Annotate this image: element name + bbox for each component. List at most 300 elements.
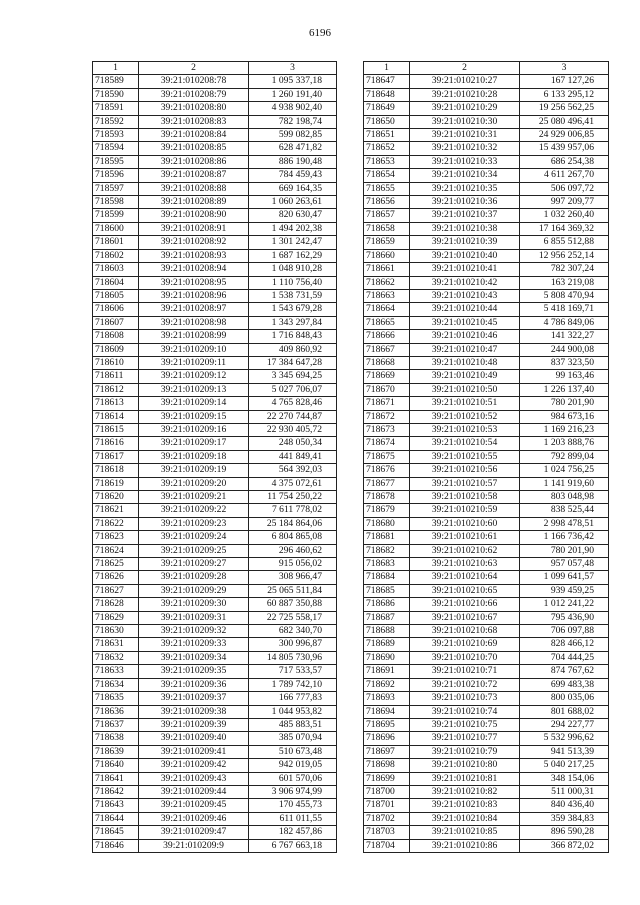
cadastral-number-cell: 39:21:010209:34 bbox=[139, 651, 249, 664]
record-number-cell: 718677 bbox=[364, 477, 410, 490]
table-row bbox=[364, 504, 609, 517]
table-row bbox=[93, 410, 337, 423]
table-row bbox=[364, 625, 609, 638]
table-row bbox=[93, 705, 337, 718]
record-number-cell: 718681 bbox=[364, 531, 410, 544]
cadastral-value-cell: 5 027 706,07 bbox=[249, 383, 337, 396]
cadastral-number-cell: 39:21:010208:86 bbox=[139, 155, 249, 168]
record-number-cell: 718702 bbox=[364, 812, 410, 825]
record-number-cell: 718672 bbox=[364, 410, 410, 423]
table-row bbox=[93, 598, 337, 611]
table-row bbox=[93, 638, 337, 651]
table-row bbox=[364, 236, 609, 249]
table-row bbox=[364, 571, 609, 584]
record-number-cell: 718674 bbox=[364, 437, 410, 450]
cadastral-value-cell: 244 900,08 bbox=[520, 343, 609, 356]
cadastral-number-cell: 39:21:010210:65 bbox=[410, 584, 520, 597]
record-number-cell: 718669 bbox=[364, 370, 410, 383]
table-row bbox=[93, 531, 337, 544]
cadastral-value-cell: 704 444,25 bbox=[520, 651, 609, 664]
cadastral-value-cell: 780 201,90 bbox=[520, 544, 609, 557]
record-number-cell: 718673 bbox=[364, 423, 410, 436]
table-row bbox=[93, 772, 337, 785]
record-number-cell: 718601 bbox=[93, 236, 139, 249]
cadastral-number-cell: 39:21:010209:40 bbox=[139, 732, 249, 745]
cadastral-value-cell: 801 688,02 bbox=[520, 705, 609, 718]
table-row bbox=[364, 638, 609, 651]
table-row bbox=[93, 263, 337, 276]
record-number-cell: 718693 bbox=[364, 692, 410, 705]
cadastral-number-cell: 39:21:010210:55 bbox=[410, 450, 520, 463]
table-row bbox=[364, 611, 609, 624]
cadastral-value-cell: 840 436,40 bbox=[520, 799, 609, 812]
cadastral-value-cell: 1 048 910,28 bbox=[249, 263, 337, 276]
table-row bbox=[93, 611, 337, 624]
cadastral-value-cell: 1 024 756,25 bbox=[520, 464, 609, 477]
record-number-cell: 718649 bbox=[364, 102, 410, 115]
table-row bbox=[364, 209, 609, 222]
cadastral-number-cell: 39:21:010210:59 bbox=[410, 504, 520, 517]
record-number-cell: 718615 bbox=[93, 423, 139, 436]
table-row bbox=[93, 316, 337, 329]
record-number-cell: 718643 bbox=[93, 799, 139, 812]
cadastral-number-cell: 39:21:010210:42 bbox=[410, 276, 520, 289]
cadastral-value-cell: 294 227,77 bbox=[520, 718, 609, 731]
table-row bbox=[364, 75, 609, 88]
cadastral-number-cell: 39:21:010210:45 bbox=[410, 316, 520, 329]
cadastral-value-cell: 1 543 679,28 bbox=[249, 303, 337, 316]
table-row bbox=[93, 759, 337, 772]
record-number-cell: 718624 bbox=[93, 544, 139, 557]
table-row bbox=[364, 799, 609, 812]
cadastral-number-cell: 39:21:010208:93 bbox=[139, 249, 249, 262]
cadastral-value-cell: 915 056,02 bbox=[249, 558, 337, 571]
record-number-cell: 718621 bbox=[93, 504, 139, 517]
record-number-cell: 718623 bbox=[93, 531, 139, 544]
cadastral-number-cell: 39:21:010208:90 bbox=[139, 209, 249, 222]
table-row bbox=[364, 812, 609, 825]
cadastral-number-cell: 39:21:010209:41 bbox=[139, 745, 249, 758]
cadastral-number-cell: 39:21:010209:42 bbox=[139, 759, 249, 772]
table-row bbox=[364, 531, 609, 544]
record-number-cell: 718680 bbox=[364, 517, 410, 530]
record-number-cell: 718651 bbox=[364, 129, 410, 142]
cadastral-number-cell: 39:21:010209:16 bbox=[139, 423, 249, 436]
record-number-cell: 718593 bbox=[93, 129, 139, 142]
record-number-cell: 718676 bbox=[364, 464, 410, 477]
record-number-cell: 718592 bbox=[93, 115, 139, 128]
table-row bbox=[93, 477, 337, 490]
record-number-cell: 718640 bbox=[93, 759, 139, 772]
record-number-cell: 718628 bbox=[93, 598, 139, 611]
record-number-cell: 718626 bbox=[93, 571, 139, 584]
cadastral-value-cell: 5 808 470,94 bbox=[520, 289, 609, 302]
cadastral-number-cell: 39:21:010210:80 bbox=[410, 759, 520, 772]
cadastral-value-cell: 6 133 295,12 bbox=[520, 88, 609, 101]
record-number-cell: 718660 bbox=[364, 249, 410, 262]
cadastral-number-cell: 39:21:010210:66 bbox=[410, 598, 520, 611]
record-number-cell: 718617 bbox=[93, 450, 139, 463]
cadastral-number-cell: 39:21:010208:92 bbox=[139, 236, 249, 249]
cadastral-number-cell: 39:21:010209:10 bbox=[139, 343, 249, 356]
cadastral-value-cell: 717 533,57 bbox=[249, 665, 337, 678]
record-number-cell: 718686 bbox=[364, 598, 410, 611]
cadastral-number-cell: 39:21:010209:19 bbox=[139, 464, 249, 477]
record-number-cell: 718670 bbox=[364, 383, 410, 396]
table-row bbox=[93, 303, 337, 316]
cadastral-number-cell: 39:21:010209:15 bbox=[139, 410, 249, 423]
cadastral-number-cell: 39:21:010210:63 bbox=[410, 558, 520, 571]
column-header: 3 bbox=[520, 62, 609, 75]
table-row bbox=[364, 182, 609, 195]
cadastral-number-cell: 39:21:010209:36 bbox=[139, 678, 249, 691]
cadastral-value-cell: 828 466,12 bbox=[520, 638, 609, 651]
cadastral-value-cell: 628 471,82 bbox=[249, 142, 337, 155]
cadastral-number-cell: 39:21:010209:17 bbox=[139, 437, 249, 450]
cadastral-number-cell: 39:21:010210:56 bbox=[410, 464, 520, 477]
table-row bbox=[364, 129, 609, 142]
cadastral-number-cell: 39:21:010210:41 bbox=[410, 263, 520, 276]
record-number-cell: 718700 bbox=[364, 785, 410, 798]
cadastral-number-cell: 39:21:010210:85 bbox=[410, 826, 520, 839]
cadastral-number-cell: 39:21:010210:33 bbox=[410, 155, 520, 168]
cadastral-number-cell: 39:21:010209:11 bbox=[139, 356, 249, 369]
record-number-cell: 718600 bbox=[93, 222, 139, 235]
cadastral-number-cell: 39:21:010209:38 bbox=[139, 705, 249, 718]
cadastral-number-cell: 39:21:010209:35 bbox=[139, 665, 249, 678]
cadastral-number-cell: 39:21:010210:74 bbox=[410, 705, 520, 718]
record-number-cell: 718609 bbox=[93, 343, 139, 356]
cadastral-number-cell: 39:21:010209:18 bbox=[139, 450, 249, 463]
table-row bbox=[93, 437, 337, 450]
cadastral-value-cell: 803 048,98 bbox=[520, 491, 609, 504]
table-row bbox=[93, 129, 337, 142]
cadastral-value-cell: 485 883,51 bbox=[249, 718, 337, 731]
cadastral-number-cell: 39:21:010210:30 bbox=[410, 115, 520, 128]
record-number-cell: 718597 bbox=[93, 182, 139, 195]
record-number-cell: 718652 bbox=[364, 142, 410, 155]
cadastral-value-cell: 308 966,47 bbox=[249, 571, 337, 584]
record-number-cell: 718692 bbox=[364, 678, 410, 691]
cadastral-value-cell: 1 260 191,40 bbox=[249, 88, 337, 101]
cadastral-number-cell: 39:21:010209:45 bbox=[139, 799, 249, 812]
cadastral-number-cell: 39:21:010210:62 bbox=[410, 544, 520, 557]
record-number-cell: 718655 bbox=[364, 182, 410, 195]
record-number-cell: 718635 bbox=[93, 692, 139, 705]
record-number-cell: 718638 bbox=[93, 732, 139, 745]
table-row bbox=[364, 115, 609, 128]
table-row bbox=[364, 330, 609, 343]
cadastral-value-cell: 14 805 730,96 bbox=[249, 651, 337, 664]
cadastral-value-cell: 599 082,85 bbox=[249, 129, 337, 142]
table-row bbox=[93, 826, 337, 839]
cadastral-number-cell: 39:21:010210:57 bbox=[410, 477, 520, 490]
table-row bbox=[93, 142, 337, 155]
cadastral-number-cell: 39:21:010209:25 bbox=[139, 544, 249, 557]
table-row bbox=[364, 383, 609, 396]
table-row bbox=[93, 812, 337, 825]
cadastral-value-cell: 564 392,03 bbox=[249, 464, 337, 477]
table-row bbox=[93, 799, 337, 812]
cadastral-number-cell: 39:21:010209:22 bbox=[139, 504, 249, 517]
record-number-cell: 718599 bbox=[93, 209, 139, 222]
record-number-cell: 718614 bbox=[93, 410, 139, 423]
cadastral-value-cell: 25 065 511,84 bbox=[249, 584, 337, 597]
cadastral-value-cell: 1 166 736,42 bbox=[520, 531, 609, 544]
record-number-cell: 718591 bbox=[93, 102, 139, 115]
cadastral-number-cell: 39:21:010210:35 bbox=[410, 182, 520, 195]
cadastral-number-cell: 39:21:010210:86 bbox=[410, 839, 520, 852]
cadastral-number-cell: 39:21:010210:43 bbox=[410, 289, 520, 302]
cadastral-number-cell: 39:21:010208:79 bbox=[139, 88, 249, 101]
table-row bbox=[93, 88, 337, 101]
cadastral-number-cell: 39:21:010210:69 bbox=[410, 638, 520, 651]
record-number-cell: 718645 bbox=[93, 826, 139, 839]
cadastral-value-cell: 12 956 252,14 bbox=[520, 249, 609, 262]
cadastral-number-cell: 39:21:010210:31 bbox=[410, 129, 520, 142]
cadastral-number-cell: 39:21:010209:30 bbox=[139, 598, 249, 611]
record-number-cell: 718590 bbox=[93, 88, 139, 101]
record-number-cell: 718663 bbox=[364, 289, 410, 302]
cadastral-value-cell: 1 343 297,84 bbox=[249, 316, 337, 329]
record-number-cell: 718689 bbox=[364, 638, 410, 651]
cadastral-number-cell: 39:21:010210:44 bbox=[410, 303, 520, 316]
record-number-cell: 718606 bbox=[93, 303, 139, 316]
cadastral-value-cell: 939 459,25 bbox=[520, 584, 609, 597]
cadastral-number-cell: 39:21:010210:82 bbox=[410, 785, 520, 798]
table-row bbox=[364, 356, 609, 369]
cadastral-number-cell: 39:21:010210:27 bbox=[410, 75, 520, 88]
record-number-cell: 718695 bbox=[364, 718, 410, 731]
table-row bbox=[364, 276, 609, 289]
table-row bbox=[93, 249, 337, 262]
cadastral-value-cell: 886 190,48 bbox=[249, 155, 337, 168]
cadastral-number-cell: 39:21:010208:88 bbox=[139, 182, 249, 195]
cadastral-number-cell: 39:21:010210:39 bbox=[410, 236, 520, 249]
cadastral-number-cell: 39:21:010209:12 bbox=[139, 370, 249, 383]
table-row bbox=[93, 169, 337, 182]
cadastral-value-cell: 167 127,26 bbox=[520, 75, 609, 88]
table-row bbox=[93, 692, 337, 705]
cadastral-number-cell: 39:21:010209:39 bbox=[139, 718, 249, 731]
cadastral-number-cell: 39:21:010208:84 bbox=[139, 129, 249, 142]
record-number-cell: 718604 bbox=[93, 276, 139, 289]
record-number-cell: 718679 bbox=[364, 504, 410, 517]
table-row bbox=[364, 826, 609, 839]
cadastral-number-cell: 39:21:010210:52 bbox=[410, 410, 520, 423]
cadastral-number-cell: 39:21:010210:73 bbox=[410, 692, 520, 705]
cadastral-number-cell: 39:21:010210:40 bbox=[410, 249, 520, 262]
table-row bbox=[93, 222, 337, 235]
record-number-cell: 718653 bbox=[364, 155, 410, 168]
table-row bbox=[364, 88, 609, 101]
record-number-cell: 718696 bbox=[364, 732, 410, 745]
record-number-cell: 718659 bbox=[364, 236, 410, 249]
table-row bbox=[364, 303, 609, 316]
cadastral-value-cell: 1 203 888,76 bbox=[520, 437, 609, 450]
table-row bbox=[93, 276, 337, 289]
table-row bbox=[364, 102, 609, 115]
record-number-cell: 718631 bbox=[93, 638, 139, 651]
register-table-left bbox=[92, 61, 337, 853]
cadastral-number-cell: 39:21:010209:33 bbox=[139, 638, 249, 651]
record-number-cell: 718661 bbox=[364, 263, 410, 276]
table-row bbox=[364, 692, 609, 705]
cadastral-value-cell: 7 611 778,02 bbox=[249, 504, 337, 517]
table-row bbox=[93, 785, 337, 798]
table-row bbox=[93, 544, 337, 557]
cadastral-number-cell: 39:21:010210:75 bbox=[410, 718, 520, 731]
table-row bbox=[364, 169, 609, 182]
cadastral-value-cell: 24 929 006,85 bbox=[520, 129, 609, 142]
cadastral-number-cell: 39:21:010209:14 bbox=[139, 397, 249, 410]
cadastral-value-cell: 997 209,77 bbox=[520, 196, 609, 209]
cadastral-value-cell: 792 899,04 bbox=[520, 450, 609, 463]
cadastral-number-cell: 39:21:010210:34 bbox=[410, 169, 520, 182]
cadastral-value-cell: 837 323,50 bbox=[520, 356, 609, 369]
table-row bbox=[364, 437, 609, 450]
table-row bbox=[93, 75, 337, 88]
cadastral-number-cell: 39:21:010210:61 bbox=[410, 531, 520, 544]
cadastral-value-cell: 957 057,48 bbox=[520, 558, 609, 571]
table-row bbox=[93, 330, 337, 343]
table-row bbox=[93, 343, 337, 356]
table-row bbox=[93, 102, 337, 115]
record-number-cell: 718594 bbox=[93, 142, 139, 155]
cadastral-value-cell: 896 590,28 bbox=[520, 826, 609, 839]
cadastral-value-cell: 22 725 558,17 bbox=[249, 611, 337, 624]
cadastral-number-cell: 39:21:010210:54 bbox=[410, 437, 520, 450]
table-row bbox=[93, 732, 337, 745]
table-row bbox=[364, 678, 609, 691]
record-number-cell: 718650 bbox=[364, 115, 410, 128]
cadastral-number-cell: 39:21:010210:49 bbox=[410, 370, 520, 383]
cadastral-value-cell: 795 436,90 bbox=[520, 611, 609, 624]
cadastral-number-cell: 39:21:010210:79 bbox=[410, 745, 520, 758]
table-row bbox=[364, 155, 609, 168]
record-number-cell: 718685 bbox=[364, 584, 410, 597]
cadastral-value-cell: 1 044 953,82 bbox=[249, 705, 337, 718]
cadastral-value-cell: 1 141 919,60 bbox=[520, 477, 609, 490]
table-row bbox=[93, 571, 337, 584]
cadastral-value-cell: 4 786 849,06 bbox=[520, 316, 609, 329]
record-number-cell: 718662 bbox=[364, 276, 410, 289]
cadastral-number-cell: 39:21:010210:36 bbox=[410, 196, 520, 209]
table-row bbox=[364, 558, 609, 571]
record-number-cell: 718603 bbox=[93, 263, 139, 276]
record-number-cell: 718616 bbox=[93, 437, 139, 450]
cadastral-value-cell: 19 256 562,25 bbox=[520, 102, 609, 115]
cadastral-value-cell: 1 012 241,22 bbox=[520, 598, 609, 611]
table-row bbox=[364, 370, 609, 383]
cadastral-number-cell: 39:21:010208:85 bbox=[139, 142, 249, 155]
cadastral-number-cell: 39:21:010210:37 bbox=[410, 209, 520, 222]
cadastral-value-cell: 4 375 072,61 bbox=[249, 477, 337, 490]
cadastral-value-cell: 941 513,39 bbox=[520, 745, 609, 758]
record-number-cell: 718697 bbox=[364, 745, 410, 758]
cadastral-value-cell: 348 154,06 bbox=[520, 772, 609, 785]
cadastral-value-cell: 3 345 694,25 bbox=[249, 370, 337, 383]
table-row bbox=[364, 249, 609, 262]
cadastral-number-cell: 39:21:010209:27 bbox=[139, 558, 249, 571]
record-number-cell: 718671 bbox=[364, 397, 410, 410]
table-row bbox=[93, 678, 337, 691]
cadastral-value-cell: 780 201,90 bbox=[520, 397, 609, 410]
cadastral-value-cell: 1 226 137,40 bbox=[520, 383, 609, 396]
record-number-cell: 718618 bbox=[93, 464, 139, 477]
cadastral-value-cell: 366 872,02 bbox=[520, 839, 609, 852]
cadastral-value-cell: 1 099 641,57 bbox=[520, 571, 609, 584]
cadastral-value-cell: 510 673,48 bbox=[249, 745, 337, 758]
record-number-cell: 718703 bbox=[364, 826, 410, 839]
table-row bbox=[364, 343, 609, 356]
record-number-cell: 718648 bbox=[364, 88, 410, 101]
cadastral-value-cell: 22 930 405,72 bbox=[249, 423, 337, 436]
record-number-cell: 718688 bbox=[364, 625, 410, 638]
cadastral-value-cell: 2 998 478,51 bbox=[520, 517, 609, 530]
register-table-right bbox=[363, 61, 609, 853]
cadastral-value-cell: 141 322,27 bbox=[520, 330, 609, 343]
record-number-cell: 718595 bbox=[93, 155, 139, 168]
cadastral-value-cell: 6 804 865,08 bbox=[249, 531, 337, 544]
table-row bbox=[93, 155, 337, 168]
cadastral-number-cell: 39:21:010209:47 bbox=[139, 826, 249, 839]
record-number-cell: 718647 bbox=[364, 75, 410, 88]
record-number-cell: 718589 bbox=[93, 75, 139, 88]
record-number-cell: 718665 bbox=[364, 316, 410, 329]
record-number-cell: 718690 bbox=[364, 651, 410, 664]
table-row bbox=[364, 450, 609, 463]
table-row bbox=[364, 464, 609, 477]
column-header: 3 bbox=[249, 62, 337, 75]
table-row bbox=[93, 196, 337, 209]
cadastral-value-cell: 4 765 828,46 bbox=[249, 397, 337, 410]
table-row bbox=[93, 209, 337, 222]
cadastral-number-cell: 39:21:010210:48 bbox=[410, 356, 520, 369]
table-header-row bbox=[93, 62, 337, 75]
table-row bbox=[93, 370, 337, 383]
table-row bbox=[93, 464, 337, 477]
record-number-cell: 718633 bbox=[93, 665, 139, 678]
table-row bbox=[93, 504, 337, 517]
cadastral-value-cell: 25 080 496,41 bbox=[520, 115, 609, 128]
cadastral-value-cell: 942 019,05 bbox=[249, 759, 337, 772]
table-row bbox=[364, 289, 609, 302]
cadastral-number-cell: 39:21:010210:28 bbox=[410, 88, 520, 101]
table-row bbox=[364, 491, 609, 504]
cadastral-value-cell: 6 855 512,88 bbox=[520, 236, 609, 249]
table-row bbox=[93, 236, 337, 249]
cadastral-value-cell: 984 673,16 bbox=[520, 410, 609, 423]
cadastral-number-cell: 39:21:010208:95 bbox=[139, 276, 249, 289]
cadastral-value-cell: 1 301 242,47 bbox=[249, 236, 337, 249]
cadastral-number-cell: 39:21:010210:51 bbox=[410, 397, 520, 410]
cadastral-number-cell: 39:21:010210:53 bbox=[410, 423, 520, 436]
table-row bbox=[364, 222, 609, 235]
cadastral-value-cell: 686 254,38 bbox=[520, 155, 609, 168]
cadastral-value-cell: 4 938 902,40 bbox=[249, 102, 337, 115]
cadastral-number-cell: 39:21:010209:43 bbox=[139, 772, 249, 785]
cadastral-value-cell: 6 767 663,18 bbox=[249, 839, 337, 852]
record-number-cell: 718602 bbox=[93, 249, 139, 262]
table-row bbox=[93, 423, 337, 436]
cadastral-value-cell: 699 483,38 bbox=[520, 678, 609, 691]
cadastral-value-cell: 838 525,44 bbox=[520, 504, 609, 517]
record-number-cell: 718664 bbox=[364, 303, 410, 316]
cadastral-value-cell: 820 630,47 bbox=[249, 209, 337, 222]
record-number-cell: 718668 bbox=[364, 356, 410, 369]
cadastral-value-cell: 611 011,55 bbox=[249, 812, 337, 825]
